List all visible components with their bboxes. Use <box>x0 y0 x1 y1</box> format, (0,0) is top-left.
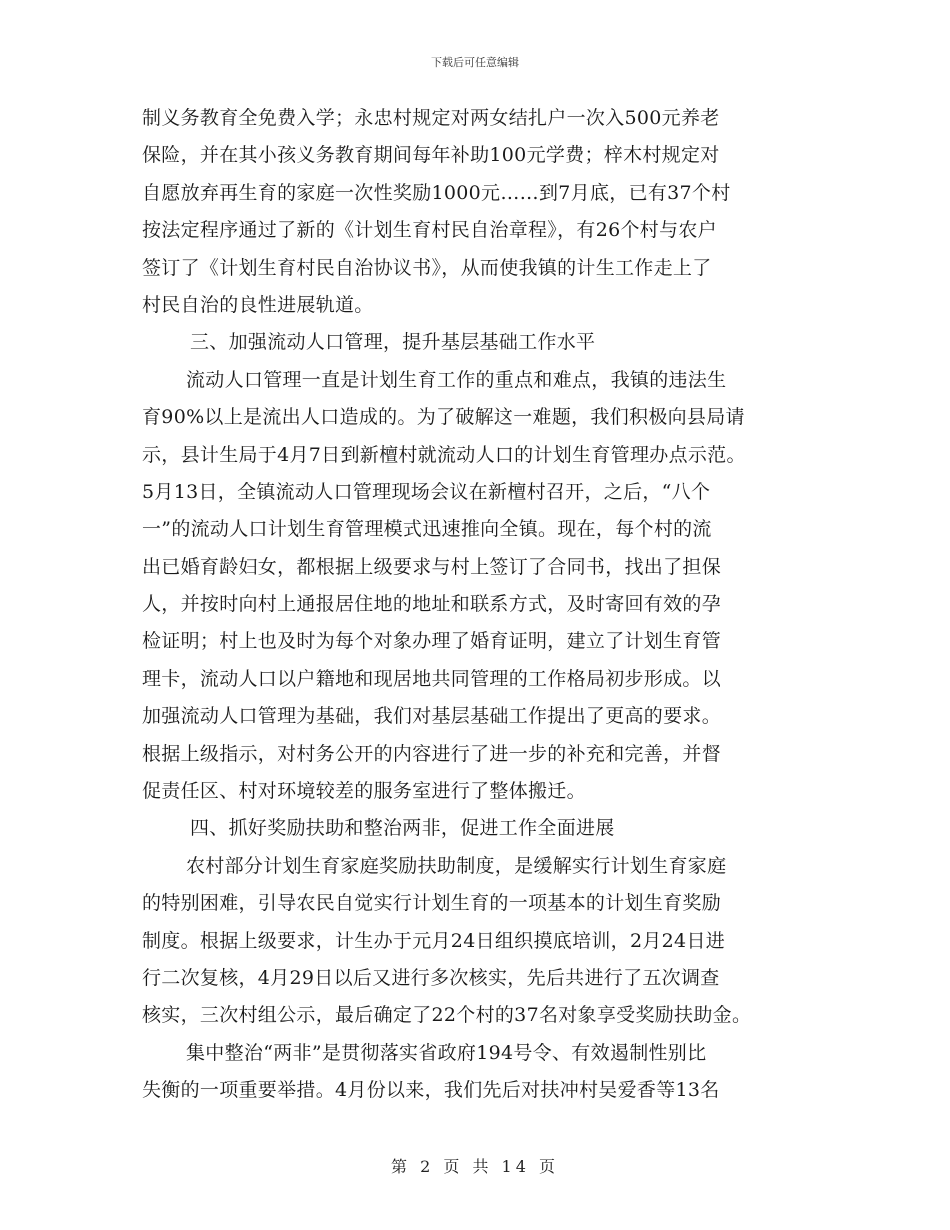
text-line: 集中整治“两非”是贯彻落实省政府194号令、有效遏制性别比 <box>186 1041 707 1064</box>
text-line: 根据上级指示，对村务公开的内容进行了进一步的补充和完善，并督 <box>142 742 722 765</box>
text-line: 自愿放弃再生育的家庭一次性奖励1000元……到7月底，已有37个村 <box>142 181 731 204</box>
text-line: 村民自治的良性进展轨道。 <box>142 293 374 316</box>
text-line: 人，并按时向村上通报居住地的地址和联系方式，及时寄回有效的孕 <box>142 593 722 616</box>
page-header: 下载后可任意编辑 <box>431 56 519 69</box>
text-line: 5月13日，全镇流动人口管理现场会议在新檀村召开，之后，“八个 <box>142 480 711 503</box>
text-line: 核实，三次村组公示，最后确定了22个村的37名对象享受奖励扶助金。 <box>142 1004 752 1027</box>
text-line: 理卡，流动人口以户籍地和现居地共同管理的工作格局初步形成。以 <box>142 667 722 690</box>
section-heading: 三、加强流动人口管理，提升基层基础工作水平 <box>190 331 596 354</box>
text-line: 签订了《计划生育村民自治协议书》，从而使我镇的计生工作走上了 <box>142 256 712 279</box>
text-line: 检证明；村上也及时为每个对象办理了婚育证明，建立了计划生育管 <box>142 630 722 653</box>
text-line: 失衡的一项重要举措。4月份以来，我们先后对扶冲村吴爱香等13名 <box>142 1079 720 1102</box>
text-line: 示，县计生局于4月7日到新檀村就流动人口的计划生育管理办点示范。 <box>142 443 746 466</box>
text-line: 制度。根据上级要求，计生办于元月24日组织摸底培训，2月24日进 <box>142 929 726 952</box>
text-line: 按法定程序通过了新的《计划生育村民自治章程》，有26个村与农户 <box>142 219 717 242</box>
section-heading: 四、抓好奖励扶助和整治两非，促进工作全面进展 <box>190 817 615 840</box>
text-line: 促责任区、村对环境较差的服务室进行了整体搬迁。 <box>142 780 586 803</box>
text-line: 农村部分计划生育家庭奖励扶助制度，是缓解实行计划生育家庭 <box>186 854 727 877</box>
document-body <box>142 100 814 1110</box>
text-line: 行二次复核，4月29日以后又进行多次核实，先后共进行了五次调查 <box>142 966 720 989</box>
text-line: 一”的流动人口计划生育管理模式迅速推向全镇。现在，每个村的流 <box>142 518 712 541</box>
text-line: 的特别困难，引导农民自觉实行计划生育的一项基本的计划生育奖励 <box>142 892 722 915</box>
text-line: 育90%以上是流出人口造成的。为了破解这一难题，我们积极向县局请 <box>142 406 745 429</box>
text-line: 加强流动人口管理为基础，我们对基层基础工作提出了更高的要求。 <box>142 705 722 728</box>
page-footer: 第 2 页 共 14 页 <box>391 1157 559 1176</box>
text-line: 保险，并在其小孩义务教育期间每年补助100元学费；梓木村规定对 <box>142 144 720 167</box>
text-line: 流动人口管理一直是计划生育工作的重点和难点，我镇的违法生 <box>186 368 727 391</box>
text-line: 出已婚育龄妇女，都根据上级要求与村上签订了合同书，找出了担保 <box>142 555 722 578</box>
text-line: 制义务教育全免费入学；永忠村规定对两女结扎户一次入500元养老 <box>142 107 720 129</box>
